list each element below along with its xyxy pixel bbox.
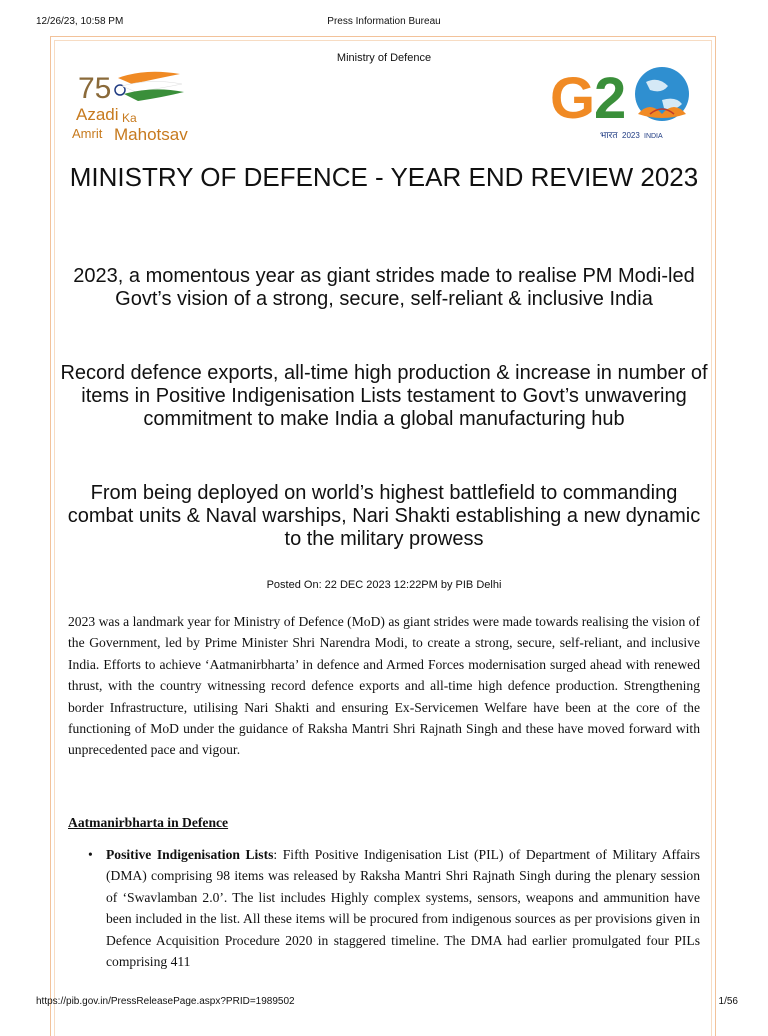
g20-2-digit: 2	[594, 66, 627, 131]
page-url: https://pib.gov.in/PressReleasePage.aspx?PRID=1989502	[36, 996, 295, 1007]
print-site-title: Press Information Bureau	[327, 16, 441, 27]
g20-logo	[550, 60, 700, 145]
subtitle-1: 2023, a momentous year as giant strides made to realise PM Modi-led Govt’s vision of a strong, secure, self-reliant & inclusive India	[73, 265, 695, 310]
g20-year-text: 2023	[622, 131, 640, 140]
list-item-text: : Fifth Positive Indigenisation List (PIL) of Department of Military Affairs (DMA) comprising 98 items was released by Raksha Mantri Shri Rajnath Singh during the plenary session of ‘Swavlamban 2.0’. The list includes Highly complex systems, sensors, weapons and ammunition have been included in the list. All these items will be procured from indigenous sources as per provisions given in Defence Acquisition Procedure 2020 in staggered timeline. The DMA had earlier promulgated four PILs comprising 411	[106, 847, 700, 970]
subtitle-3: From being deployed on world’s highest battlefield to commanding combat units & Naval warships, Nari Shakti establishing a new dynamic to the military prowess	[67, 482, 701, 550]
logo-75-number: 75	[78, 72, 112, 105]
flag-green-stroke	[124, 89, 184, 101]
g20-g-letter: G	[550, 66, 596, 131]
print-datetime: 12/26/23, 10:58 PM	[36, 16, 124, 27]
ministry-label: Ministry of Defence	[336, 52, 432, 64]
g20-india-text: INDIA	[644, 133, 663, 140]
page-title: MINISTRY OF DEFENCE - YEAR END REVIEW 2023	[69, 162, 699, 192]
bullet-list	[68, 844, 700, 972]
g20-bharat-text: भारत	[600, 130, 618, 140]
page-number: 1/56	[718, 996, 738, 1007]
logo-ka-text: Ka	[122, 111, 137, 125]
intro-paragraph: 2023 was a landmark year for Ministry of Defence (MoD) as giant strides were made towards realising the vision of the Government, led by Prime Minister Shri Narendra Modi, to create a strong, secure, self-reliant, and inclusive India. Efforts to achieve ‘Aatmanirbharta’ in defence and Armed Forces modernisation surged ahead with renewed thrust, with the country witnessing record defence exports and all-time high defence production. Strengthening border Infrastructure, utilising Nari Shakti and ensuring Ex-Servicemen Welfare have been at the core of the functioning of MoD under the guidance of Raksha Mantri Shri Rajnath Singh and these have moved forward with unprecedented pace and vigour.	[68, 614, 700, 758]
list-item	[68, 844, 700, 972]
logo-mahotsav-text: Mahotsav	[114, 125, 188, 144]
subtitle-2: Record defence exports, all-time high production & increase in number of items in Positive Indigenisation Lists testament to Govt’s unwavering commitment to make India a global manufacturing hub	[60, 362, 708, 430]
logo-azadi-text: Azadi	[76, 105, 119, 124]
logo-amrit-text: Amrit	[72, 126, 103, 141]
print-header	[0, 16, 768, 30]
bullet-icon: •	[88, 847, 93, 862]
list-item-bold: Positive Indigenisation Lists	[106, 847, 274, 862]
section-heading: Aatmanirbharta in Defence	[68, 815, 229, 830]
posted-on: Posted On: 22 DEC 2023 12:22PM by PIB Delhi	[266, 579, 502, 591]
azadi-ka-amrit-mahotsav-logo	[70, 64, 210, 144]
